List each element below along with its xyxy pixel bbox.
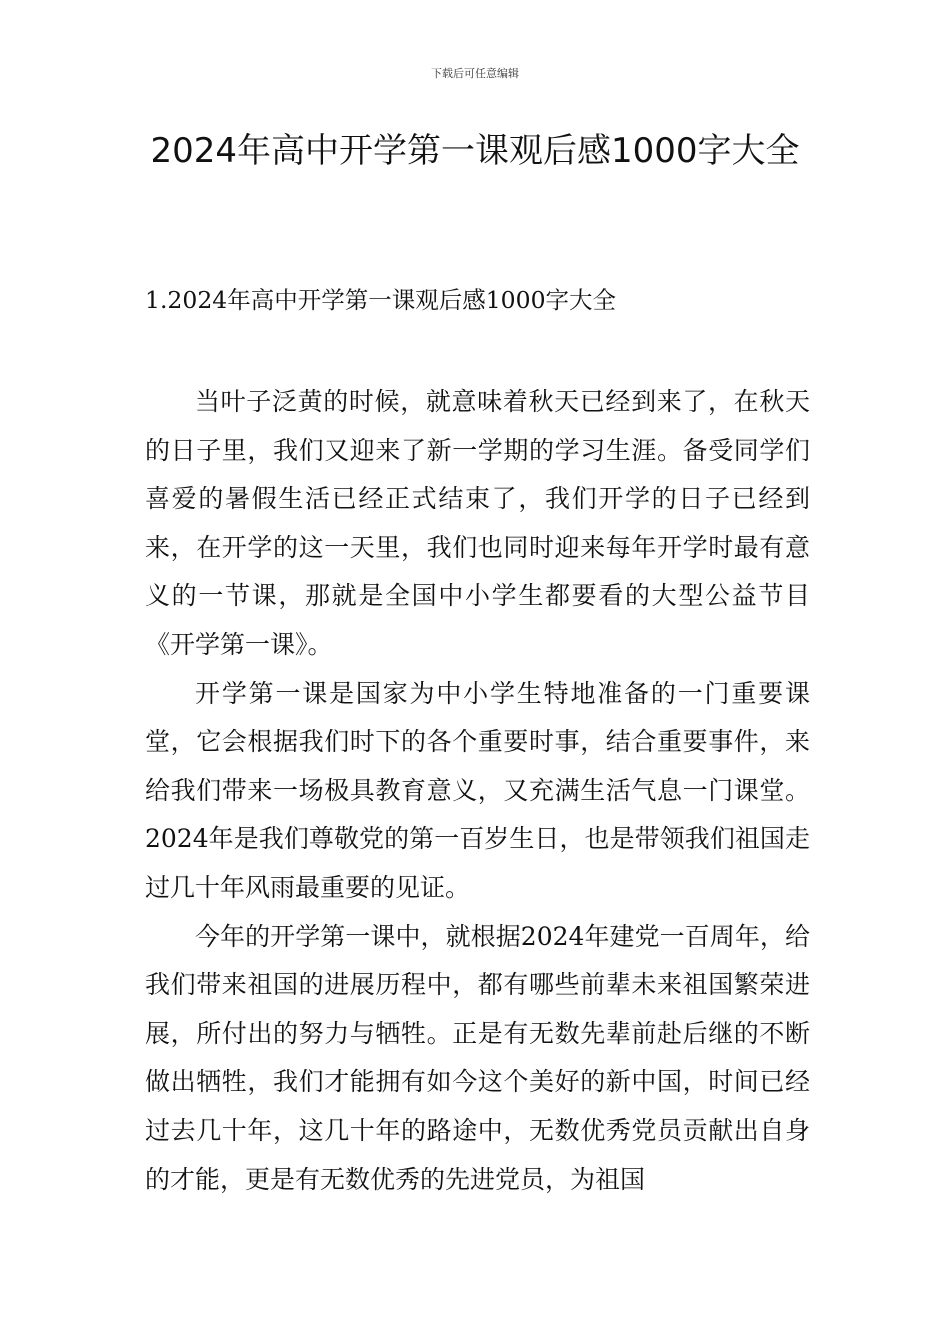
paragraph-1: 当叶子泛黄的时候，就意味着秋天已经到来了，在秋天的日子里，我们又迎来了新一学期的学习生涯。备受同学们喜爱的暑假生活已经正式结束了，我们开学的日子已经到来，在开学的这一天里，我们也同时迎来每年开学时最有意义的一节课，那就是全国中小学生都要看的大型公益节目《开学第一课》。 — [145, 387, 810, 659]
document-title: 2024年高中开学第一课观后感1000字大全 — [150, 131, 800, 171]
paragraph-2: 开学第一课是国家为中小学生特地准备的一门重要课堂，它会根据我们时下的各个重要时事，结合重要事件，来给我们带来一场极具教育意义，又充满生活气息一门课堂。2024年是我们尊敬党的第一百岁生日，也是带领我们祖国走过几十年风雨最重要的见证。 — [145, 678, 810, 902]
header-note: 下载后可任意编辑 — [431, 67, 519, 80]
paragraph-3: 今年的开学第一课中，就根据2024年建党一百周年，给我们带来祖国的进展历程中，都有哪些前辈未来祖国繁荣进展，所付出的努力与牺牲。正是有无数先辈前赴后继的不断做出牺牲，我们才能拥有如今这个美好的新中国，时间已经过去几十年，这几十年的路途中，无数优秀党员贡献出自身的才能，更是有无数优秀的先进党员，为祖国 — [145, 921, 810, 1194]
section-heading: 1.2024年高中开学第一课观后感1000字大全 — [145, 286, 617, 314]
body-text — [145, 378, 810, 1204]
